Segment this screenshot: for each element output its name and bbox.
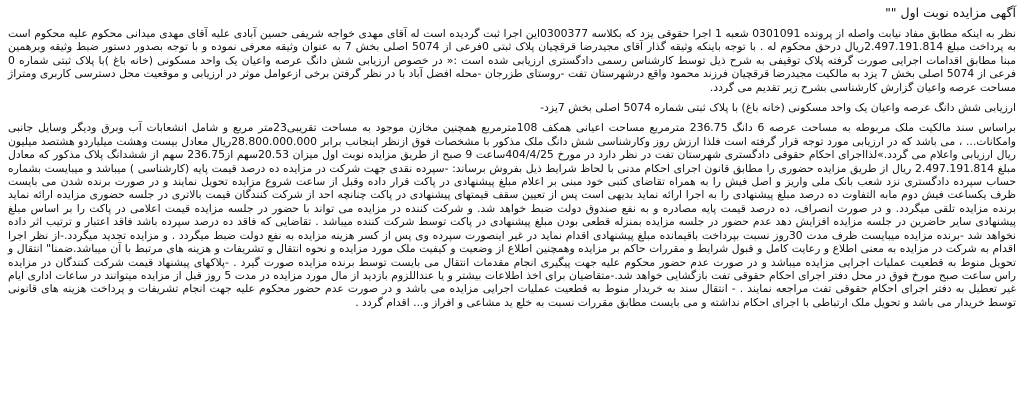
notice-paragraph-intro: نظر به اینکه مطابق مفاد نیابت واصله از پرونده 0301091 شعبه 1 اجرا حقوقی یزد که بکلاسه 0300377این اجرا ثبت گردیده است له آقای مهدی خواجه شریفی حسین آبادی علیه آقای مهدی میدانی محکوم علیه محکوم است به پرداخت مبلغ 2.497.191.814ریال درحق محکوم له . با توجه باینکه وثیقه گذار آقای مجیدرضا قرقچیان پلاک ثبتی 0فرعی از 5074 اصلی بخش 7 به عنوان وثیقه معرفی نموده و با توجه بصدور دستور ضبط وثیقه وبرهمین مبنا مطابق اقدامات اجرایی صورت گرفته پلاک توقیفی به شرح ذیل توسط کارشناس رسمی دادگستری ارزیابی شده است :« در خصوص ارزیابی شش دانگ عرصه واعیان یک واحد مسکونی (خانه باغ )با پلاک ثبتی شماره 0 فرعی از 5074 اصلی بخش 7 یزد به مالکیت مجیدرضا قرقچیان فرزند محمود واقع درشهرستان تفت -روستای طزرجان -محله افضل آباد با در نظر گرفتن برخی ازعوامل موثر در ارزیابی و موقعیت محل دسترسی کاربری ومتراژ مساحت عرصه واعیان گزارش کارشناسی بشرح زیر تقدیم می گردد.	[8, 27, 1017, 94]
notice-paragraph-subject: ارزیابی شش دانگ عرصه واعیان یک واحد مسکونی (خانه باغ) با پلاک ثبتی شماره 5074 اصلی بخش 7یزد-	[540, 101, 1016, 115]
notice-paragraph-terms: براساس سند مالکیت ملک مربوطه به مساحت عرصه 6 دانگ 236.75 مترمربع مساحت اعیانی همکف 108مترمربع همچنین مخازن موجود به مساحت تقریبی23متر مربع و شامل انشعابات آب وبرق ودیگر وسایل جانبی وامکانات... ، می باشد که در ارزیابی مورد توجه قرار گرفته است فلذا ارزش روز وکارشناسی شش دانگ ملک مذکور با مشخصات فوق ازنظر اینجانب برابر 28.800.000.000ریال معادل بیست وهشت میلیاردو هشتصد میلیون ریال ارزیابی واعلام می گردد.»لذااجرای احکام حقوقی دادگستری شهرستان تفت در نظر دارد در مورخ 404/4/25ساعت 9 صبح از طریق مزایده نوبت اول میزان 20.53سهم از236.75 سهم از ششدانگ پلاک مذکور که معادل مبلغ 2.497.191.814 ریال از طریق مزایده حضوری را مطابق قانون اجرای احکام مدنی با لحاظ شرایط ذیل بفروش برساند: -سپرده نقدی جهت شرکت در مزایده ده درصد قیمت پایه (کارشناسی ) میباشد و میبایست بشماره حساب سپرده دادگستری نزد شعب بانک ملی واریز و اصل فیش را به همراه تقاضای کتبی خود مبنی بر اعلام مبلغ پیشنهادی در پاکت قرار داده وقبل از ساعت شروع مزایده تحویل نمایند و در صورت برنده شدن می بایست ظرف یکساعت فیش دوم مابه التفاوت ده درصد مبلغ پیشنهادی را به اجرا ارائه نماید بدیهی است پس از تعیین سقف قیمتهای پیشنهادی در پاکت چنانچه احد از شرکت کنندگان قیمت بالاتری در جلسه حضوری مزایده ارائه نماید برنده مزایده تلقی میگردد. و در صورت انصراف، ده درصد قیمت پایه مصادره و به نفع صندوق دولت ضبط خواهد شد. و شرکت کننده در مزایده می تواند با حضور در جلسه مزایده قیمت اعلامی در پاکت را بر اساس مبلغ پیشنهادی سایر حاضرین در جلسه مزایده افزایش دهد عدم حضور در جلسه مزایده بمنزله قطعی بودن مبلغ پیشنهادی در پاکت توسط شرکت کننده میباشد . تقاضایی که فاقد ده درصد سپرده باشد فاقد اعتبار و ترتیب اثر داده نخواهد شد -برنده مزایده میبایست ظرف مدت 30روز نسبت بپرداخت باقیمانده مبلغ پیشنهادی اقدام نماید در غیر اینصورت سپرده وی پس از کسر هزینه مزایده به نفع دولت ضبط میگردد . و مزایده تجدید میگردد.-از نظر اجرا اقدام به شرکت در مزایده به معنی اطلاع و رعایت کامل و قبول شرایط و مقررات حاکم بر مزایده وهمچنین اطلاع از وضعیت و کیفیت ملک مورد مزایده و نحوه انتقال و تشریفات و هزینه های مرتبط با آن میباشد.ضمنا" انتقال و تحویل منوط به قطعیت عملیات اجرایی مزایده میباشد و در صورت عدم حضور محکوم علیه جهت پیگیری انجام مقدمات انتقال می بایست توسط برنده مزایده صورت گیرد . -پلاکهای پیشنهاد قیمت شرکت کنندگان در مزایده راس ساعت صبح مورخ فوق در محل دفتر اجرای احکام حقوقی تفت بازگشایی خواهد شد.-متقاضیان برای اخذ اطلاعات بیشتر و یا عنداللزوم بازدید از مال مورد مزایده در مدت 5 روز قبل از مزایده میتوانند در ساعات اداری ایام غیر تعطیل به دفتر اجرای احکام حقوقی تفت مراجعه نمایند . - انتقال سند به خریدار منوط به قطعیت عملیات اجرایی مزایده می باشد و در صورت عدم حضور محکوم علیه جهت انجام تشریفات و پرداخت هزینه های قانونی توسط خریدار می باشد و تحویل ملک ارتباطی با اجرای احکام نداشته و می بایست مطابق مقررات نسبت به خلع ید مشاعی و افراز و... اقدام گردد .	[8, 121, 1017, 309]
notice-title: آگهی مزایده نوبت اول ""	[885, 5, 1016, 20]
paragraph-gap	[8, 94, 1016, 101]
